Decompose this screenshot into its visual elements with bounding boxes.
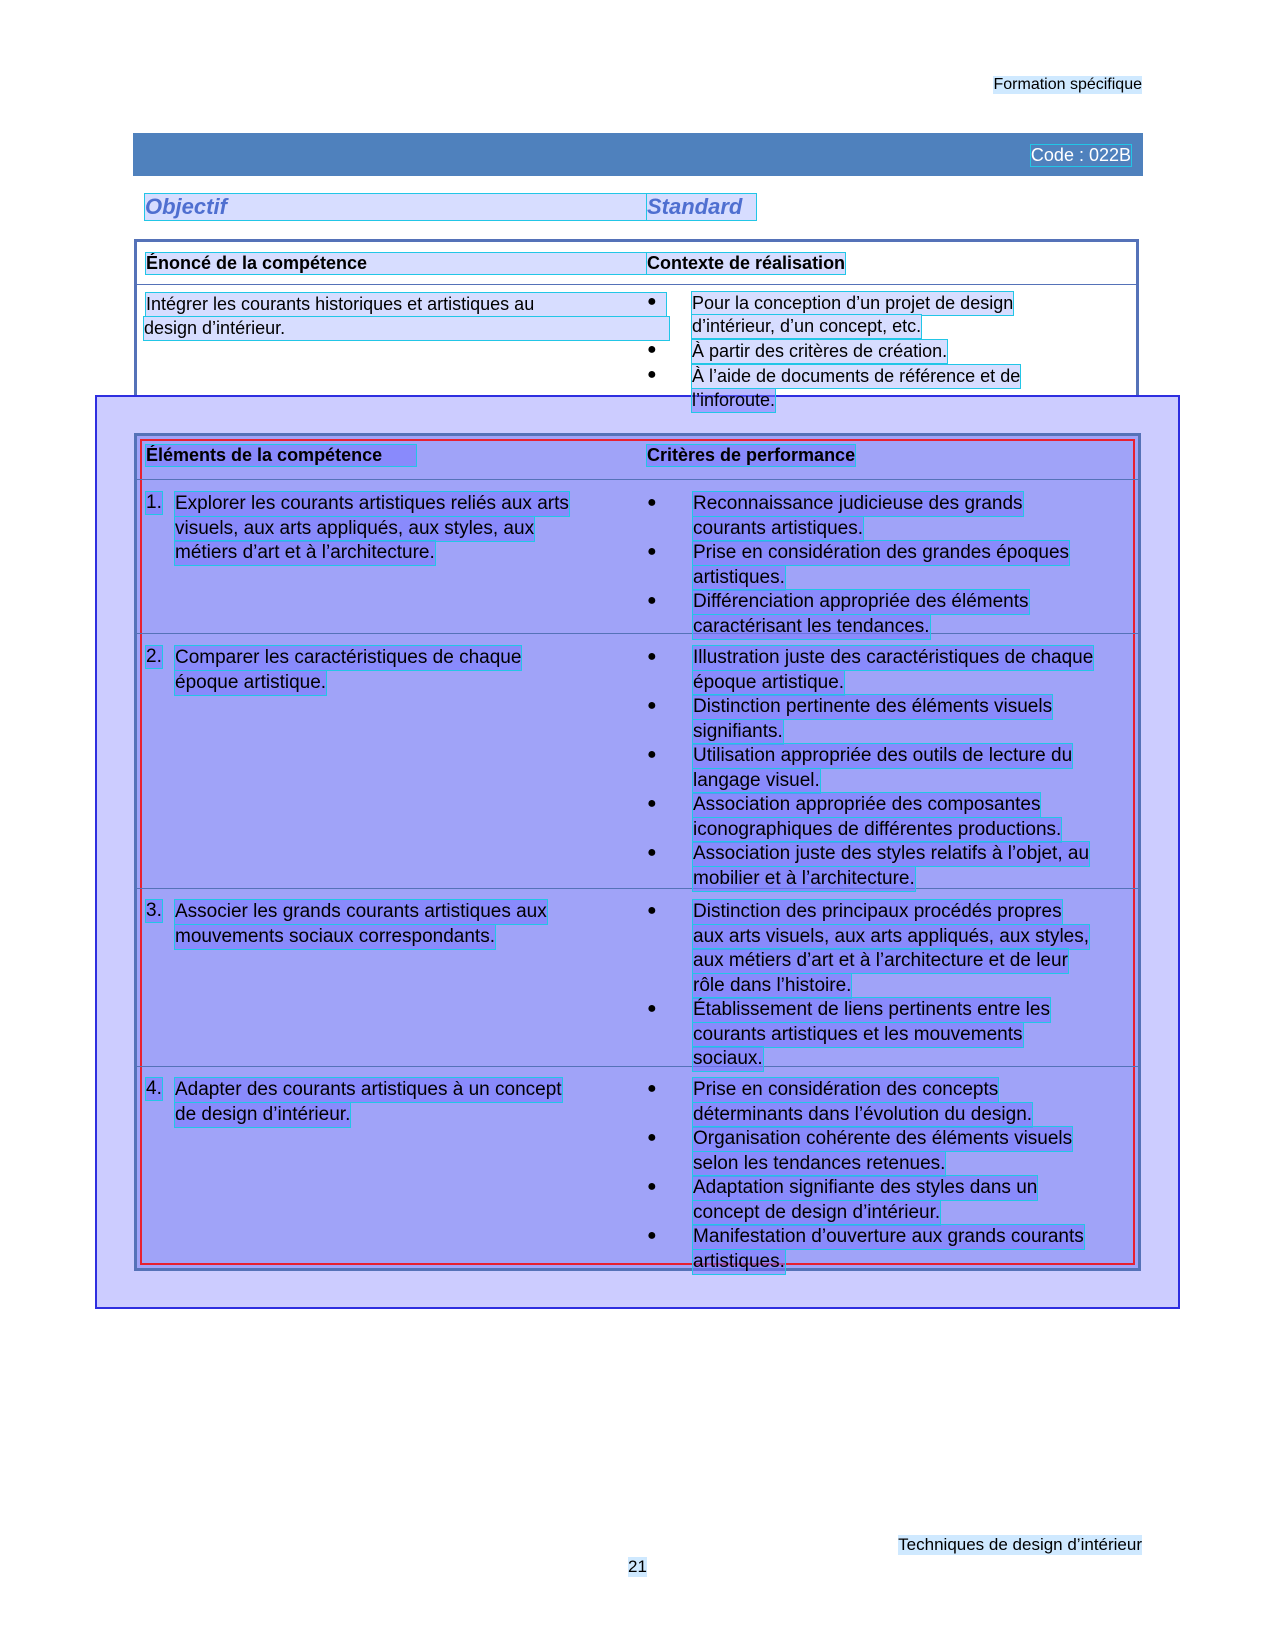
bullet: ● [647,366,657,383]
criteria-line: Utilisation appropriée des outils de lecture du [693,745,1073,766]
header-program-label: Formation spécifique [993,76,1142,93]
criteria-line: Adaptation signifiante des styles dans un [693,1177,1038,1198]
code-bar [133,133,1143,176]
bullet: ● [647,697,657,714]
criteria-line: artistiques. [693,566,785,588]
element-line: Adapter des courants artistiques à un concept [175,1079,562,1100]
criteria-line: Association juste des styles relatifs à l’objet, au [693,843,1090,864]
criteria-line: signifiants. [693,720,783,742]
context-col-header: Contexte de réalisation [647,253,846,273]
element-line: métiers d’art et à l’architecture. [175,542,435,563]
criteria-line: Distinction pertinente des éléments visuels [693,696,1053,717]
criteria-line: courants artistiques. [693,517,864,539]
criteria-line: langage visuel. [693,769,820,791]
criteria-line: Établissement de liens pertinents entre les [693,999,1050,1020]
bullet: ● [647,341,657,358]
footer-program: Techniques de design d’intérieur [898,1535,1142,1554]
standard-heading: Standard [647,194,756,220]
criteria-line: époque artistique. [693,671,845,693]
bullet: ● [647,746,657,763]
statement-line: Intégrer les courants historiques et artistiques au [146,293,666,316]
criteria-line: Manifestation d’ouverture aux grands courants [693,1226,1084,1247]
bullet: ● [647,293,657,310]
element-number: 4. [146,1078,162,1099]
bullet: ● [647,1129,657,1146]
criteria-line: rôle dans l’histoire. [693,974,852,996]
criteria-line: Distinction des principaux procédés propres [693,901,1062,922]
context-line: l’inforoute. [692,390,776,410]
context-line: À partir des critères de création. [692,341,948,361]
bullet: ● [647,592,657,609]
bullet: ● [647,543,657,560]
criteria-line: artistiques. [693,1250,785,1272]
criteria-line: aux métiers d’art et à l’architecture et de leur [693,950,1068,971]
criteria-line: Organisation cohérente des éléments visuels [693,1128,1073,1149]
statement-line: design d’intérieur. [144,317,669,340]
bullet: ● [647,494,657,511]
statement-col-header: Énoncé de la compétence [146,253,646,274]
element-line: de design d’intérieur. [175,1103,351,1125]
criteria-line: sociaux. [693,1048,763,1069]
element-line: Comparer les caractéristiques de chaque [175,647,522,668]
bullet: ● [647,648,657,665]
criteria-line: Association appropriée des composantes [693,794,1041,815]
bullet: ● [647,795,657,812]
divider [137,633,1138,634]
criteria-line: Différenciation appropriée des éléments [693,591,1029,612]
criteria-line: concept de design d’intérieur. [693,1201,941,1223]
criteria-line: mobilier et à l’architecture. [693,867,915,889]
criteria-line: courants artistiques et les mouvements [693,1023,1023,1045]
page-number: 21 [628,1557,647,1576]
elements-col-header: Éléments de la compétence [146,445,416,466]
objectif-heading: Objectif [145,194,663,220]
divider [137,284,1136,285]
criteria-line: Reconnaissance judicieuse des grands [693,493,1023,514]
bullet: ● [647,1227,657,1244]
context-line: Pour la conception d’un projet de design [692,293,1014,313]
bullet: ● [647,1000,657,1017]
bullet: ● [647,902,657,919]
divider [137,888,1138,889]
criteria-line: Prise en considération des concepts [693,1079,999,1100]
element-line: époque artistique. [175,671,327,693]
divider [137,1066,1138,1067]
criteria-line: Prise en considération des grandes époques [693,542,1070,563]
bullet: ● [647,1080,657,1097]
criteria-line: aux arts visuels, aux arts appliqués, aux styles, [693,925,1090,947]
criteria-line: Illustration juste des caractéristiques de chaque [693,647,1094,668]
criteria-line: selon les tendances retenues. [693,1152,946,1174]
element-line: Explorer les courants artistiques reliés aux arts [175,493,569,514]
criteria-line: iconographiques de différentes productions. [693,818,1062,840]
element-number: 1. [146,492,162,513]
criteria-line: déterminants dans l’évolution du design. [693,1103,1033,1125]
element-line: visuels, aux arts appliqués, aux styles, aux [175,517,535,539]
bullet: ● [647,844,657,861]
competency-code: Code : 022B [1030,145,1131,165]
divider [137,479,1138,480]
bullet: ● [647,1178,657,1195]
element-number: 3. [146,900,162,921]
criteria-line: caractérisant les tendances. [693,615,930,637]
context-line: d’intérieur, d’un concept, etc. [692,316,922,336]
element-line: Associer les grands courants artistiques aux [175,901,547,922]
element-number: 2. [146,646,162,667]
element-line: mouvements sociaux correspondants. [175,925,495,947]
context-line: À l’aide de documents de référence et de [692,366,1021,386]
criteria-col-header: Critères de performance [647,445,856,465]
